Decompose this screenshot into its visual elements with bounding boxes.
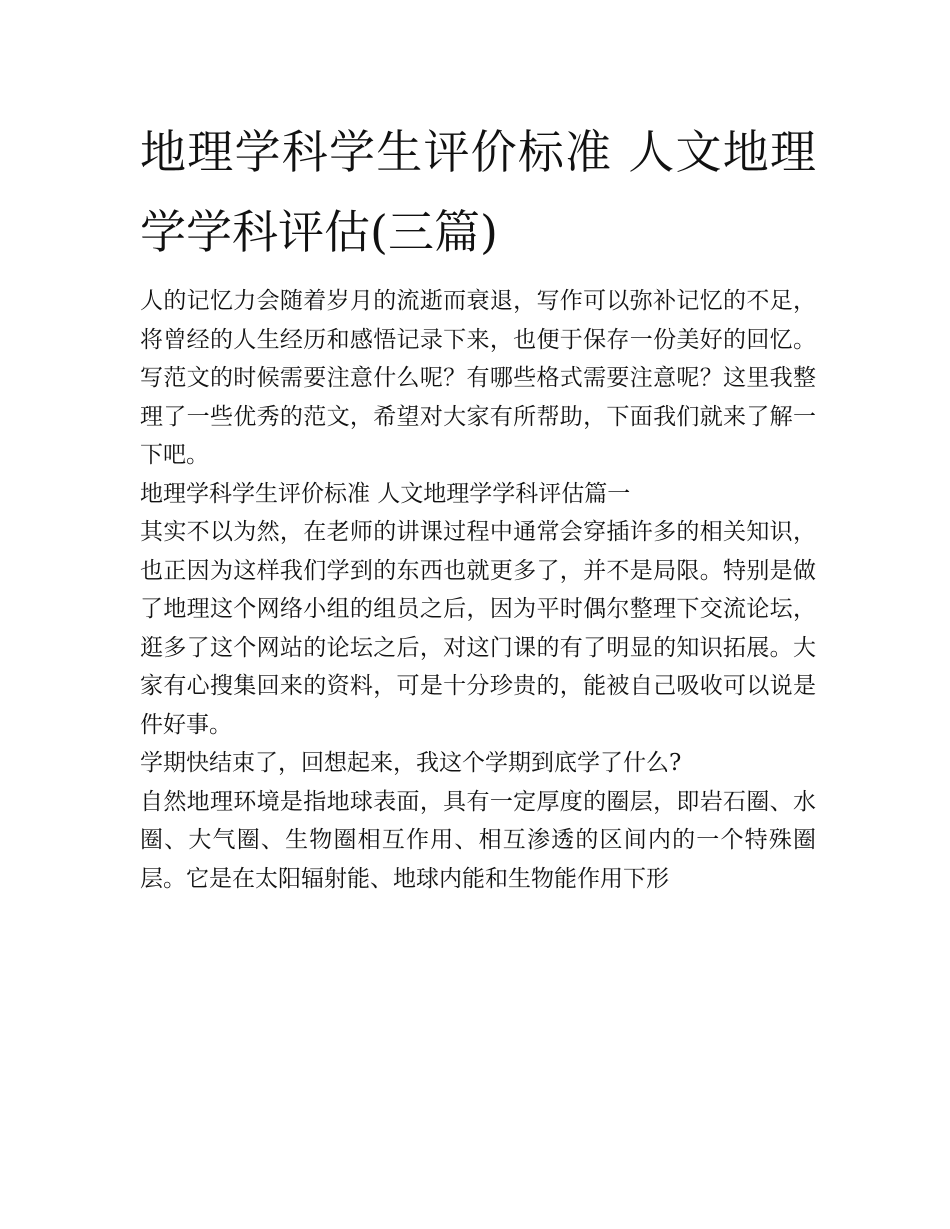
intro-paragraph: 人的记忆力会随着岁月的流逝而衰退，写作可以弥补记忆的不足，将曾经的人生经历和感悟记录下来，也便于保存一份美好的回忆。写范文的时候需要注意什么呢？有哪些格式需要注意呢？这里我整理了一些优秀的范文，希望对大家有所帮助，下面我们就来了解一下吧。: [140, 288, 816, 468]
title-spacer: [140, 272, 816, 282]
body-paragraph: 学期快结束了，回想起来，我这个学期到底学了什么?: [140, 750, 682, 776]
section-heading: 地理学科学生评价标准 人文地理学学科评估篇一: [140, 480, 631, 507]
body-paragraph: 自然地理环境是指地球表面，具有一定厚度的圈层，即岩石圈、水圈、大气圈、生物圈相互作用、相互渗透的区间内的一个特殊圈层。它是在太阳辐射能、地球内能和生物能作用下形: [140, 788, 816, 892]
document-body: [140, 112, 816, 898]
document-title: 地理学科学生评价标准 人文地理学学科评估(三篇): [140, 125, 816, 259]
body-paragraph: 其实不以为然，在老师的讲课过程中通常会穿插许多的相关知识，也正因为这样我们学到的东西也就更多了，并不是局限。特别是做了地理这个网络小组的组员之后，因为平时偶尔整理下交流论坛，逛多了这个网站的论坛之后，对这门课的有了明显的知识拓展。大家有心搜集回来的资料，可是十分珍贵的，能被自己吸收可以说是件好事。: [140, 519, 816, 738]
